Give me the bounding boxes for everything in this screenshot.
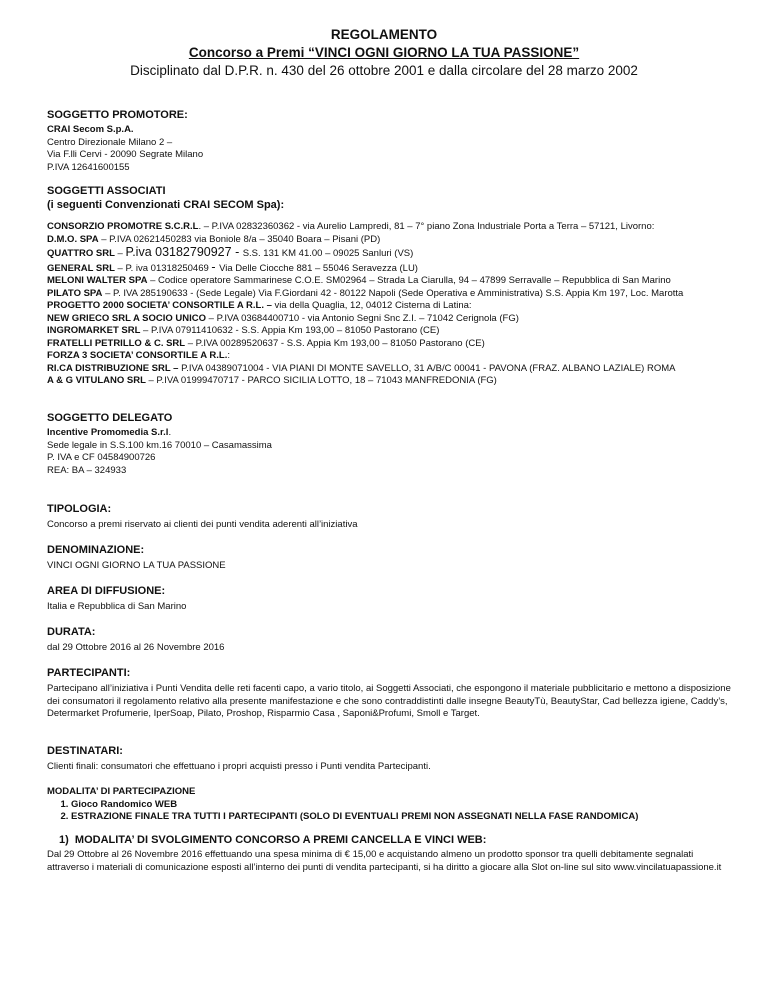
contest-title: Concorso a Premi “VINCI OGNI GIORNO LA TUA PASSIONE”: [188, 45, 580, 60]
section-modalita: [47, 786, 737, 824]
section-tipologia: [47, 502, 737, 532]
destinatari-text: Clienti finali: consumatori che effettuano i propri acquisti presso i Punti vendita Partecipanti.: [47, 761, 431, 772]
heading-area: AREA DI DIFFUSIONE:: [47, 585, 166, 597]
associate-details: – P.IVA 02621450283 via Boniole 8/a – 35040 Boara – Pisani (PD): [98, 233, 381, 245]
associate-details: Via Delle Ciocche 881 – 55046 Seravezza (LU): [219, 262, 418, 274]
tipologia-text: Concorso a premi riservato ai clienti dei punti vendita aderenti all’iniziativa: [47, 519, 358, 530]
document-title: REGOLAMENTO: [330, 27, 438, 42]
heading-svolgimento: MODALITA’ DI SVOLGIMENTO CONCORSO A PREMI CANCELLA E VINCI WEB:: [74, 834, 487, 846]
associate-details: P.IVA 04389071004 - VIA PIANI DI MONTE SAVELLO, 31 A/B/C 00041 - PAVONA (FRAZ. ALBANO LAZIALE) ROMA: [178, 362, 676, 374]
associate-details: . – P.IVA 02832360362 - via Aurelio Lampredi, 81 – 7° piano Zona Industriale Porta a Terra – 57121, Livorno:: [198, 221, 655, 232]
associate-name: A & G VITULANO SRL: [47, 375, 146, 386]
delegato-name-tail: .: [168, 427, 172, 438]
associate-details: – P.IVA 01999470717 - PARCO SICILIA LOTTO, 18 – 71043 MANFREDONIA (FG): [145, 375, 497, 386]
associate-row: [47, 300, 737, 313]
associate-name: FRATELLI PETRILLO & C. SRL: [47, 337, 186, 349]
associate-row: [47, 325, 737, 338]
heading-modalita: MODALITA’ DI PARTECIPAZIONE: [47, 786, 196, 797]
associate-name: MELONI WALTER SPA: [47, 275, 148, 286]
section-promotore: [47, 108, 737, 174]
associate-row: [47, 275, 737, 288]
associate-details: :: [227, 350, 230, 361]
modalita-list: [47, 799, 737, 824]
heading-promotore: SOGGETTO PROMOTORE:: [47, 109, 188, 121]
associate-dash-large: -: [211, 259, 220, 274]
section-delegato: [47, 411, 737, 477]
heading-partecipanti: PARTECIPANTI:: [47, 667, 131, 679]
heading-destinatari: DESTINATARI:: [47, 745, 123, 757]
associate-details: – P.IVA 03684400710 - via Antonio Segni Snc Z.I. – 71042 Cerignola (FG): [206, 312, 519, 324]
modalita-item: 2. ESTRAZIONE FINALE TRA TUTTI I PARTECIPANTI (SOLO DI EVENTUALI PREMI NON ASSEGNATI NELLA FASE RANDOMICA): [71, 811, 737, 824]
modalita-item: 1. Gioco Randomico WEB: [71, 799, 737, 812]
associate-name: PROGETTO 2000 SOCIETA’ CONSORTILE A R.L. –: [47, 300, 272, 311]
promotore-address-1: Centro Direzionale Milano 2 –: [47, 136, 173, 148]
decree-reference: Disciplinato dal D.P.R. n. 430 del 26 ottobre 2001 e dalla circolare del 28 marzo 2002: [130, 63, 638, 78]
heading-associati: SOGGETTI ASSOCIATI: [47, 185, 166, 197]
associate-row: [47, 288, 737, 301]
partecipanti-text: Partecipano all’iniziativa i Punti Vendita delle reti facenti capo, a vario titolo, ai Soggetti Associati, che espongono il materiale pubblicitario e mettono a disposizione dei consumatori il regolamento relativo alla presente manifestazione e che sono contraddistinti dalle insegne BeautyTù, BeautyStar, Cad bellezza igiene, Caddy’s, Determarket Profumerie, IperSoap, Pilato, Proshop, Risparmio Casa , Saponi&Profumi, Smoll e Target.: [47, 683, 731, 719]
section-destinatari: [47, 744, 737, 774]
associate-name: RI.CA DISTRIBUZIONE SRL –: [47, 362, 179, 374]
promotore-vat: P.IVA 12641600155: [47, 161, 130, 173]
heading-associati-sub: (i seguenti Convenzionati CRAI SECOM Spa):: [47, 199, 285, 211]
promotore-name: CRAI Secom S.p.A.: [47, 124, 134, 135]
associate-name: CONSORZIO PROMOTRE S.C.R.L: [47, 221, 199, 232]
associate-name: GENERAL SRL: [47, 262, 115, 274]
delegato-name-line: [47, 427, 737, 440]
associate-details-prefix: – P. iva 01318250469: [114, 262, 212, 274]
associate-row: [47, 246, 737, 261]
heading-tipologia: TIPOLOGIA:: [47, 503, 112, 515]
associate-name: FORZA 3 SOCIETA’ CONSORTILE A R.L.: [47, 350, 228, 361]
associate-name: NEW GRIECO SRL A SOCIO UNICO: [47, 312, 207, 324]
heading-durata: DURATA:: [47, 626, 96, 638]
section-partecipanti: [47, 666, 737, 721]
associate-details-prefix: –: [114, 248, 126, 259]
delegato-address: Sede legale in S.S.100 km.16 70010 – Casamassima: [47, 439, 272, 451]
associate-details: – Codice operatore Sammarinese C.O.E. SM02964 – Strada La Ciarulla, 94 – 47899 Serravalle – Repubblica di San Marino: [147, 275, 671, 286]
associate-row: [47, 375, 737, 388]
heading-denominazione: DENOMINAZIONE:: [47, 544, 145, 556]
associati-list: [47, 221, 737, 388]
denominazione-text: VINCI OGNI GIORNO LA TUA PASSIONE: [47, 560, 226, 571]
associate-name: QUATTRO SRL: [47, 248, 115, 259]
heading-svolgimento-line: [47, 833, 737, 847]
associate-row: [47, 221, 737, 234]
svolgimento-number: 1): [59, 834, 69, 846]
document-header: [0, 26, 768, 80]
svolgimento-text: Dal 29 Ottobre al 26 Novembre 2016 effettuando una spesa minima di € 15,00 e acquistando almeno un prodotto sponsor tra quelli debitamente segnalati attraverso i materiali di comunicazione esposti all’interno dei punti di vendita partecipanti, si ha diritto a giocare alla Slot on-line sul sito www.vincilatuapassione.it: [47, 849, 722, 873]
promotore-address-2: Via F.lli Cervi - 20090 Segrate Milano: [47, 149, 204, 160]
heading-delegato: SOGGETTO DELEGATO: [47, 412, 173, 424]
associate-row: [47, 261, 737, 276]
associate-name: INGROMARKET SRL: [47, 325, 141, 336]
associate-details: S.S. 131 KM 41.00 – 09025 Sanluri (VS): [242, 248, 414, 259]
associate-details: – P. IVA 285190633 - (Sede Legale) Via F.Giordani 42 - 80122 Napoli (Sede Operativa e Amministrativa) S.S. Appia Km 197, Loc. Marotta: [102, 287, 684, 299]
area-text: Italia e Repubblica di San Marino: [47, 601, 187, 612]
delegato-name: Incentive Promomedia S.r.l: [47, 427, 169, 438]
associate-details: via della Quaglia, 12, 04012 Cisterna di Latina:: [271, 300, 472, 311]
associate-name: PILATO SPA: [47, 287, 103, 299]
associate-row: [47, 363, 737, 376]
section-area: [47, 584, 737, 614]
associate-name: D.M.O. SPA: [47, 233, 99, 245]
associate-details: – P.IVA 07911410632 - S.S. Appia Km 193,00 – 81050 Pastorano (CE): [140, 325, 440, 336]
section-denominazione: [47, 543, 737, 573]
durata-text: dal 29 Ottobre 2016 al 26 Novembre 2016: [47, 642, 225, 653]
delegato-vat: P. IVA e CF 04584900726: [47, 452, 156, 463]
associate-row: [47, 313, 737, 326]
associate-row: [47, 350, 737, 363]
associate-vat-large: P.iva 03182790927 -: [125, 245, 243, 259]
associate-details: – P.IVA 00289520637 - S.S. Appia Km 193,00 – 81050 Pastorano (CE): [185, 337, 485, 349]
delegato-rea: REA: BA – 324933: [47, 464, 127, 476]
section-associati: [47, 184, 737, 388]
associate-row: [47, 338, 737, 351]
section-durata: [47, 625, 737, 655]
section-svolgimento: [47, 833, 737, 874]
